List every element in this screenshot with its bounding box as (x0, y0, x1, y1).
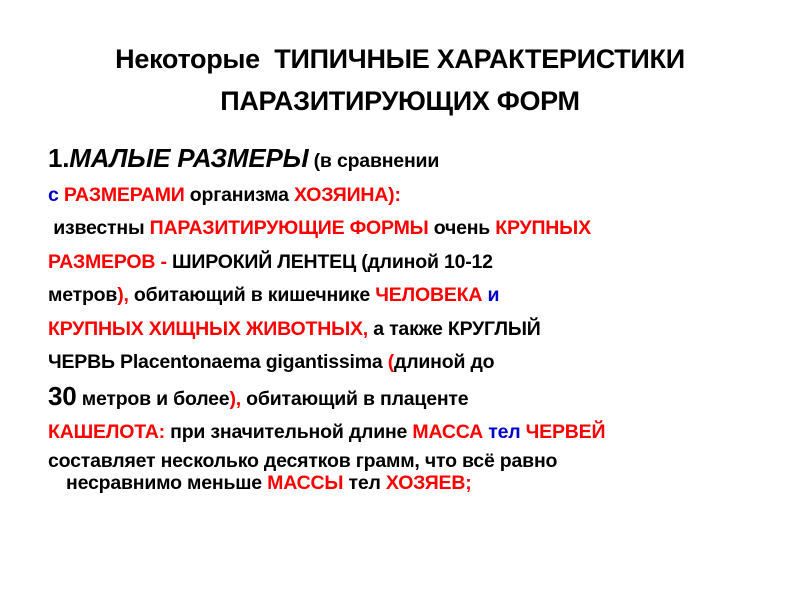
title-line-1 (40, 38, 760, 80)
body-line-9-segment-3: МАССА (412, 421, 484, 443)
body-line-3-segment-3: очень (428, 217, 496, 239)
body-line-9-segment-5: ЧЕРВЕЙ (525, 421, 606, 443)
title-line-2-segment-1: ПАРАЗИТИРУЮЩИХ ФОРМ (220, 86, 580, 116)
body-line-5-segment-5: и (482, 284, 500, 306)
body-line-6-segment-1: КРУПНЫХ ХИЩНЫХ ЖИВОТНЫХ, (48, 317, 368, 340)
title-line-2 (40, 80, 760, 122)
title-line-1-segment-1: Некоторые ТИПИЧНЫЕ ХАРАКТЕРИСТИКИ (115, 44, 685, 74)
body-line-7-segment-2: ( (387, 351, 395, 373)
body-line-1-segment-2: МАЛЫЕ РАЗМЕРЫ (69, 143, 309, 173)
slide-title (40, 38, 760, 122)
body-line-8-segment-4: обитающий в плаценте (246, 387, 469, 410)
body-line-9-segment-4: тел (483, 421, 526, 443)
body-line-3 (48, 212, 768, 246)
body-line-5 (48, 279, 768, 313)
body-line-7 (48, 346, 768, 380)
body-line-8-segment-2: метров и более (76, 387, 230, 410)
body-line-4 (48, 246, 768, 280)
body-line-5-segment-2: ), (117, 284, 134, 306)
body-line-1 (48, 142, 768, 179)
body-line-8-segment-3: ), (229, 387, 247, 410)
body-line-8 (48, 380, 768, 417)
body-line-6-segment-2: а также КРУГЛЫЙ (368, 317, 541, 340)
body-line-9 (48, 416, 768, 450)
body-line-2 (48, 179, 768, 213)
body-line-7-segment-1: ЧЕРВЬ Placentonaema gigantissima (48, 351, 388, 373)
body-line-10-segment-1: составляет несколько десятков грамм, что всё равно (48, 449, 558, 472)
body-line-11-segment-2: МАССЫ (267, 471, 344, 494)
body-line-2-segment-2: РАЗМЕРАМИ (63, 183, 185, 206)
body-line-6 (48, 313, 768, 347)
body-line-7-segment-3: длиной до (394, 351, 495, 373)
body-line-11-segment-4: ХОЗЯЕВ; (385, 471, 472, 494)
body-line-9-segment-1: КАШЕЛОТА: (48, 421, 171, 443)
slide-body (48, 142, 768, 494)
body-line-1-segment-1: 1. (48, 143, 70, 173)
body-line-3-segment-4: КРУПНЫХ (495, 217, 591, 239)
body-line-3-segment-1: известны (48, 217, 150, 239)
body-line-3-segment-2: ПАРАЗИТИРУЮЩИЕ ФОРМЫ (149, 217, 429, 239)
body-line-5-segment-1: метров (48, 284, 118, 306)
body-line-10 (48, 450, 768, 472)
body-line-4-segment-2: ШИРОКИЙ ЛЕНТЕЦ (длиной 10-12 (171, 250, 493, 273)
body-line-11 (48, 472, 768, 494)
body-line-5-segment-4: ЧЕЛОВЕКА (375, 284, 483, 306)
body-line-1-segment-3: (в сравнении (308, 150, 440, 172)
body-line-11-segment-1: несравнимо меньше (66, 471, 268, 494)
body-line-2-segment-3: организма (184, 183, 294, 206)
body-line-2-segment-1: с (48, 183, 64, 206)
body-line-2-segment-4: ХОЗЯИНА): (293, 183, 401, 206)
body-line-4-segment-1: РАЗМЕРОВ - (48, 250, 172, 273)
body-line-5-segment-3: обитающий в кишечнике (133, 284, 376, 306)
body-line-9-segment-2: при значительной длине (170, 421, 413, 443)
body-line-11-segment-3: тел (343, 471, 386, 494)
body-line-8-segment-1: 30 (48, 380, 77, 411)
